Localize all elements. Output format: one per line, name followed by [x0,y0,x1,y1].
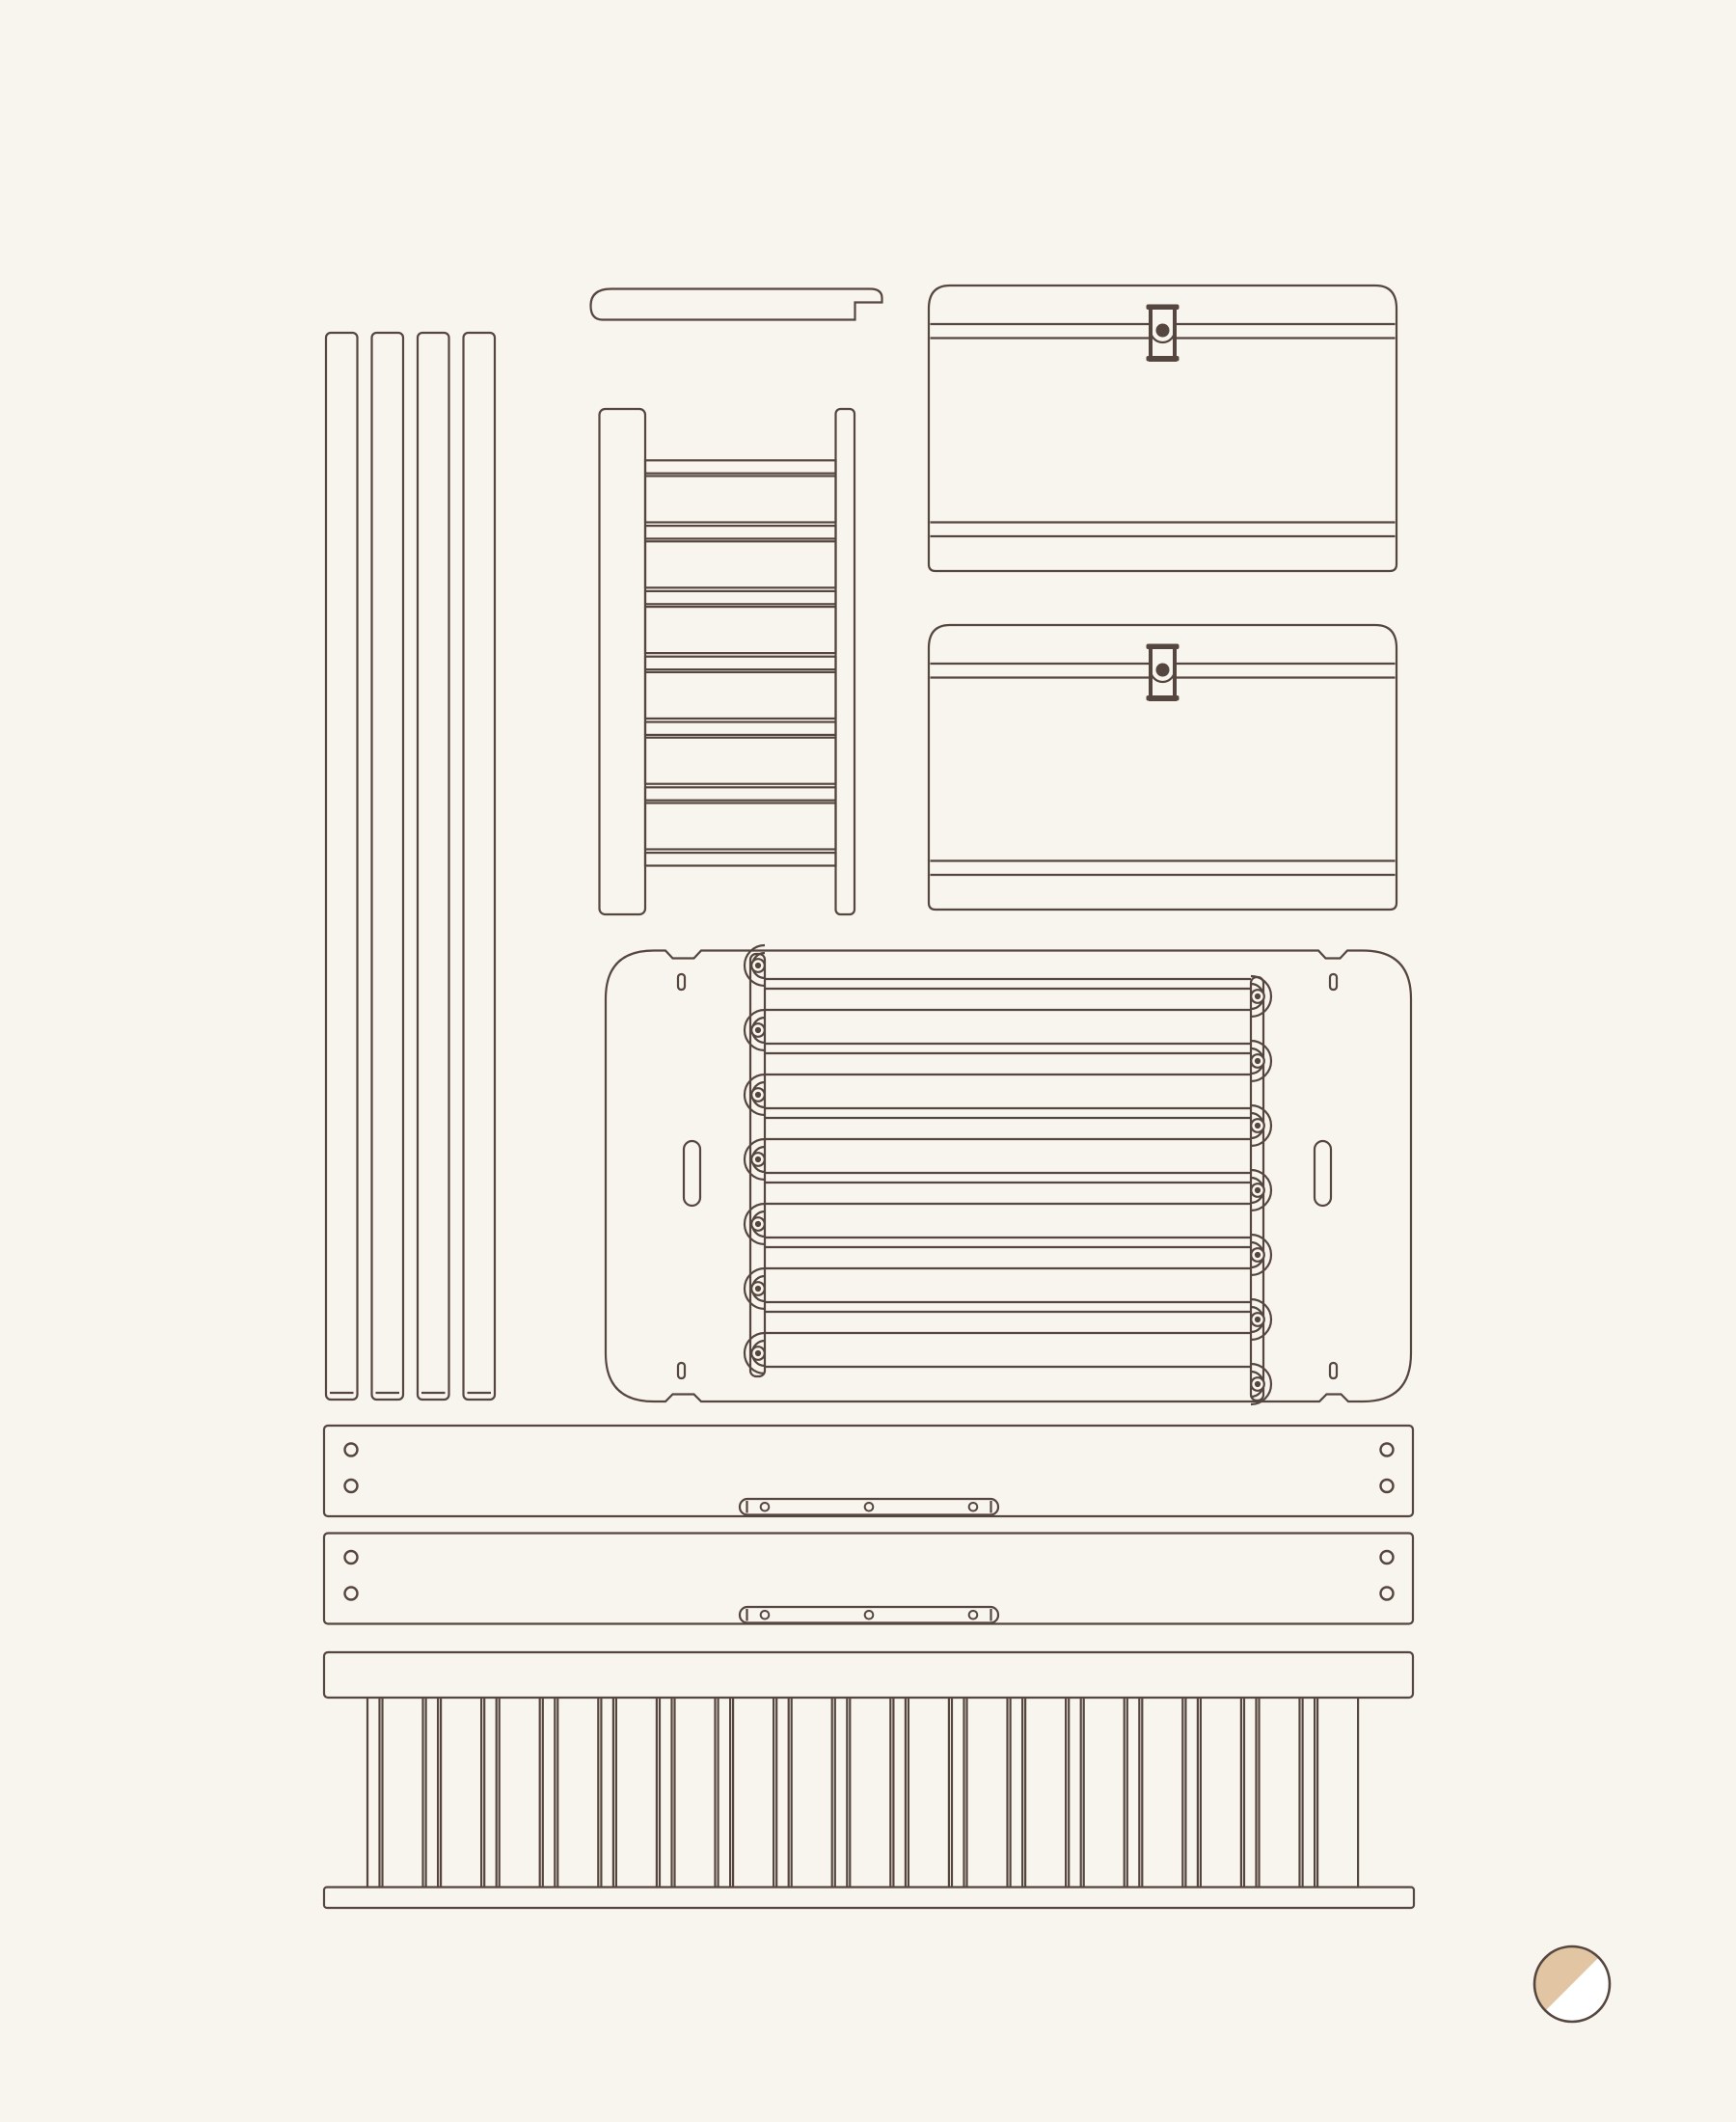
plate-outline [740,1499,998,1515]
hinge-screw-dot-icon [1255,1058,1261,1064]
hinge-screw-dot-icon [755,963,761,968]
hinge-screw-dot-icon [1255,1187,1261,1193]
mounting-plate-1 [740,1499,998,1515]
plate-outline [740,1607,998,1623]
hinge-screw-dot-icon [1255,1317,1261,1322]
hinge-screw-dot-icon [755,1350,761,1356]
hinge-screw-dot-icon [1255,1381,1261,1387]
brand-logo [1534,1946,1610,2022]
clasp-button-icon [1156,664,1170,677]
side-rail-top-board [324,1652,1413,1698]
clasp-cap-top [1147,305,1180,311]
clasp-button-icon [1156,324,1170,338]
mounting-plate-2 [740,1607,998,1623]
clasp-cap-bottom [1147,356,1180,362]
hinge-screw-dot-icon [1255,1252,1261,1258]
clasp-cap-top [1147,644,1180,650]
clasp-cap-bottom [1147,695,1180,701]
hinge-screw-dot-icon [755,1221,761,1227]
hinge-screw-dot-icon [1255,993,1261,999]
hinge-screw-dot-icon [755,1027,761,1033]
side-rail-bottom-board [324,1888,1414,1909]
hinge-screw-dot-icon [755,1092,761,1098]
hinge-screw-dot-icon [1255,1123,1261,1129]
hinge-screw-dot-icon [755,1286,761,1292]
hinge-screw-dot-icon [755,1156,761,1162]
